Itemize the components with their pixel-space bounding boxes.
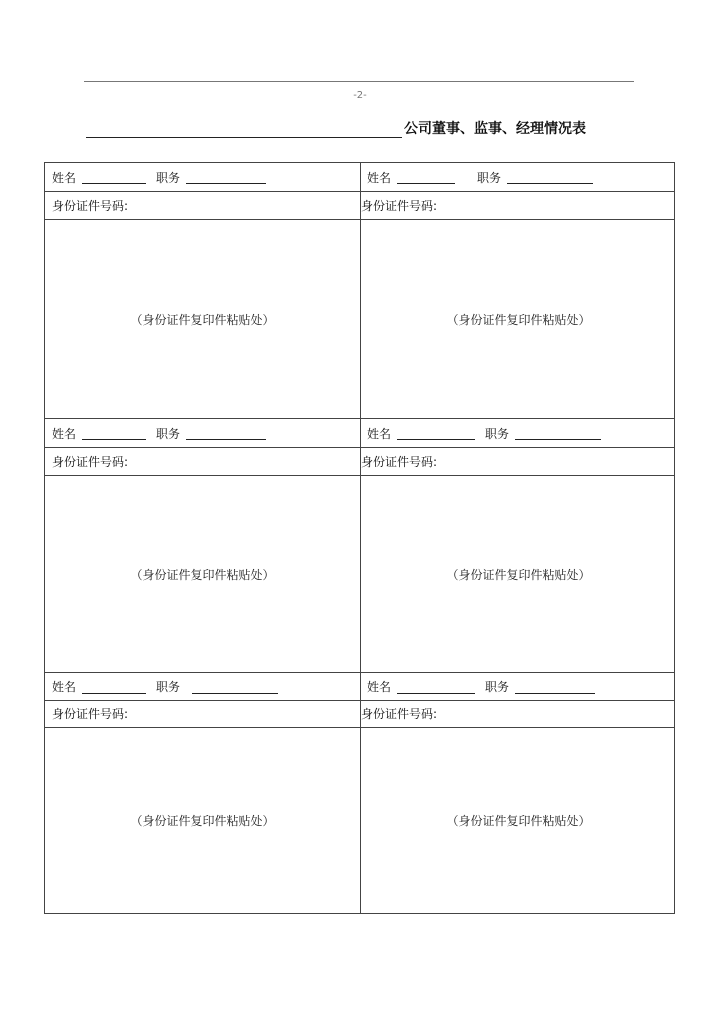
page-number: -2-	[353, 90, 367, 101]
name-label: 姓名	[52, 680, 77, 694]
person-1-position-field[interactable]	[186, 170, 266, 184]
directors-form-table	[44, 162, 675, 914]
person-2-position-field[interactable]	[507, 170, 593, 184]
position-label: 职务	[156, 170, 181, 185]
title-row	[86, 116, 586, 138]
person-6-name-row	[367, 673, 605, 700]
person-2-id-copy-area[interactable]	[361, 220, 676, 418]
photo-placeholder-text: （身份证件复印件粘贴处）	[130, 567, 275, 582]
person-1-name-row	[52, 163, 276, 191]
photo-placeholder-text: （身份证件复印件粘贴处）	[130, 814, 275, 828]
person-4-position-field[interactable]	[515, 426, 601, 440]
person-3-id-row[interactable]	[52, 447, 128, 475]
row-divider	[45, 447, 674, 448]
name-label: 姓名	[367, 680, 392, 694]
position-label: 职务	[156, 426, 181, 441]
person-4-name-row	[367, 419, 611, 447]
person-6-position-field[interactable]	[515, 680, 595, 694]
row-divider	[45, 700, 674, 701]
person-4-id-row[interactable]	[361, 447, 437, 475]
position-label: 职务	[485, 426, 510, 441]
position-label: 职务	[156, 680, 181, 694]
person-6-id-row[interactable]	[361, 700, 437, 727]
person-2-name-row	[367, 163, 603, 191]
id-number-label: 身份证件号码:	[52, 707, 129, 721]
person-3-id-copy-area[interactable]	[45, 476, 360, 672]
person-5-name-field[interactable]	[82, 680, 146, 694]
company-name-blank[interactable]	[86, 119, 402, 138]
photo-placeholder-text: （身份证件复印件粘贴处）	[446, 312, 591, 327]
photo-placeholder-text: （身份证件复印件粘贴处）	[130, 312, 275, 327]
person-5-name-row	[52, 673, 288, 700]
id-number-label: 身份证件号码:	[52, 198, 129, 213]
person-5-id-copy-area[interactable]	[45, 728, 360, 913]
person-5-id-row[interactable]	[52, 700, 128, 727]
person-1-id-row[interactable]	[52, 191, 128, 219]
person-6-name-field[interactable]	[397, 680, 475, 694]
name-label: 姓名	[52, 426, 77, 441]
person-3-name-row	[52, 419, 276, 447]
page-title: 公司董事、监事、经理情况表	[404, 121, 586, 137]
position-label: 职务	[485, 680, 510, 694]
person-1-name-field[interactable]	[82, 170, 146, 184]
person-4-id-copy-area[interactable]	[361, 476, 676, 672]
id-number-label: 身份证件号码:	[52, 454, 129, 469]
id-number-label: 身份证件号码:	[361, 198, 438, 213]
photo-placeholder-text: （身份证件复印件粘贴处）	[446, 567, 591, 582]
header-rule	[84, 81, 634, 82]
person-4-name-field[interactable]	[397, 426, 475, 440]
row-divider	[45, 191, 674, 192]
person-2-name-field[interactable]	[397, 170, 455, 184]
position-label: 职务	[477, 170, 502, 185]
person-6-id-copy-area[interactable]	[361, 728, 676, 913]
photo-placeholder-text: （身份证件复印件粘贴处）	[446, 814, 591, 828]
person-3-position-field[interactable]	[186, 426, 266, 440]
id-number-label: 身份证件号码:	[361, 454, 438, 469]
name-label: 姓名	[367, 426, 392, 441]
id-number-label: 身份证件号码:	[361, 707, 438, 721]
person-5-position-field[interactable]	[192, 680, 278, 694]
person-2-id-row[interactable]	[361, 191, 437, 219]
person-3-name-field[interactable]	[82, 426, 146, 440]
name-label: 姓名	[367, 170, 392, 185]
name-label: 姓名	[52, 170, 77, 185]
person-1-id-copy-area[interactable]	[45, 220, 360, 418]
